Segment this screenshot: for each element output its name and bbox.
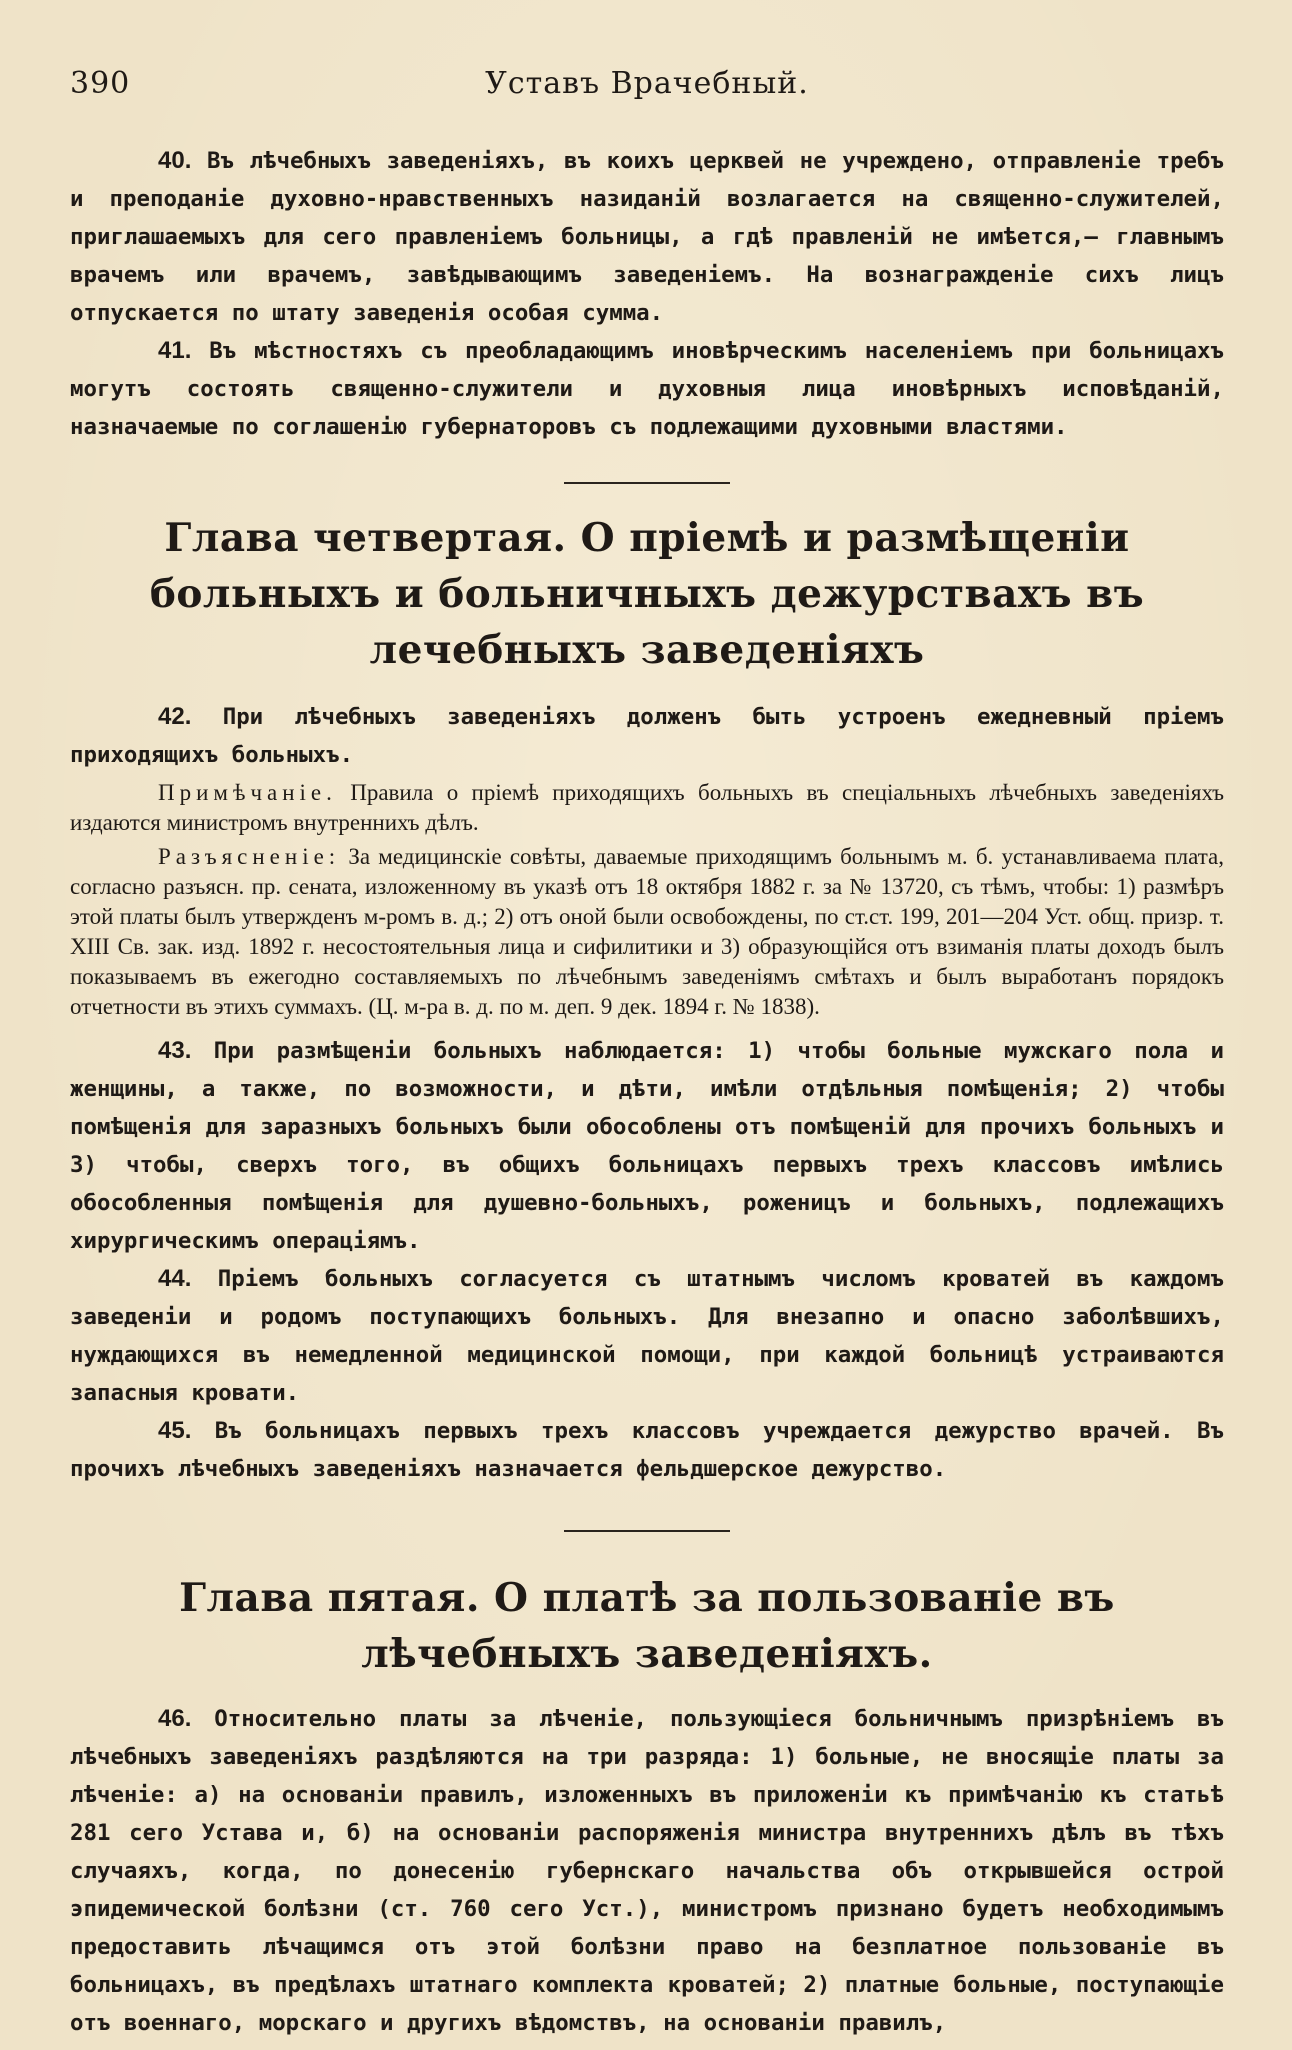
article-text: Въ лѣчебныхъ заведеніяхъ, въ коихъ церквей не учреждено, отправленіе требъ и преподаніе духовно-нравственныхъ назиданій возлагается на священно-служителей, приглашаемыхъ для сего правленіемъ больницы, а гдѣ правленій не имѣется,— главнымъ врачемъ или врачемъ, завѣдывающимъ заведеніемъ. На вознагражденіе сихъ лицъ отпускается по штату заведенія особая сумма. bbox=[70, 148, 1224, 326]
article-41 bbox=[70, 332, 1224, 446]
article-45 bbox=[70, 1412, 1224, 1488]
chapter-4-heading: Глава четвертая. О пріемѣ и размѣщеніи больныхъ и больничныхъ дежурствахъ въ лечебныхъ заведеніяхъ bbox=[149, 515, 1145, 673]
article-44 bbox=[70, 1260, 1224, 1412]
article-number: 42. bbox=[158, 703, 192, 730]
article-43 bbox=[70, 1032, 1224, 1260]
note-text: Правила о пріемѣ приходящихъ больныхъ въ спеціальныхъ лѣчебныхъ заведеніяхъ издаются министромъ внутреннихъ дѣлъ. bbox=[70, 780, 1224, 835]
explanation-label: Разъясненіе: bbox=[158, 844, 341, 869]
chapter-5-heading: Глава пятая. О платѣ за пользованіе въ лѣчебныхъ заведеніяхъ. bbox=[179, 1575, 1115, 1677]
running-head bbox=[70, 52, 1224, 112]
article-40 bbox=[70, 142, 1224, 332]
article-text: Въ больницахъ первыхъ трехъ классовъ учреждается дежурство врачей. Въ прочихъ лѣчебныхъ заведеніяхъ назначается фельдшерское дежурство. bbox=[70, 1418, 1224, 1482]
article-number: 45. bbox=[158, 1417, 192, 1444]
running-title: Уставъ Врачебный. bbox=[485, 66, 809, 101]
article-number: 41. bbox=[158, 337, 192, 364]
article-number: 44. bbox=[158, 1265, 192, 1292]
article-text: При размѣщеніи больныхъ наблюдается: 1) чтобы больные мужскаго пола и женщины, а также, по возможности, и дѣти, имѣли отдѣльныя помѣщенія; 2) чтобы помѣщенія для заразныхъ больныхъ были обособлены отъ помѣщеній для прочихъ больныхъ и 3) чтобы, сверхъ того, въ общихъ больницахъ первыхъ трехъ классовъ имѣлись обособленныя помѣщенія для душевно-больныхъ, роженицъ и больныхъ, подлежащихъ хирургическимъ операціямъ. bbox=[70, 1038, 1224, 1254]
article-number: 43. bbox=[158, 1037, 192, 1064]
article-text: Относительно платы за лѣченіе, пользующіеся больничнымъ призрѣніемъ въ лѣчебныхъ заведеніяхъ раздѣляются на три разряда: 1) больные, не вносящіе платы за лѣченіе: а) на основаніи правилъ, изложенныхъ въ приложеніи къ примѣчанію къ статьѣ 281 сего Устава и, б) на основаніи распоряженія министра внутреннихъ дѣлъ въ тѣхъ случаяхъ, когда, по донесенію губернскаго начальства объ открывшейся острой эпидемической болѣзни (ст. 760 сего Уст.), министромъ признано будетъ необходимымъ предоставить лѣчащимся отъ этой болѣзни право на безплатное пользованіе въ больницахъ, въ предѣлахъ штатнаго комплекта кроватей; 2) платные больные, поступающіе отъ военнаго, морскаго и другихъ вѣдомствъ, на основаніи правилъ, bbox=[70, 1706, 1224, 2036]
article-text: При лѣчебныхъ заведеніяхъ долженъ быть устроенъ ежедневный пріемъ приходящихъ больныхъ. bbox=[70, 704, 1224, 768]
article-text: Пріемъ больныхъ согласуется съ штатнымъ числомъ кроватей въ каждомъ заведеніи и родомъ поступающихъ больныхъ. Для внезапно и опасно заболѣвшихъ, нуждающихся въ немедленной медицинской помощи, при каждой больницѣ устраиваются запасныя кровати. bbox=[70, 1266, 1224, 1406]
article-number: 46. bbox=[158, 1705, 192, 1732]
article-number: 40. bbox=[158, 147, 192, 174]
section-divider bbox=[564, 1530, 730, 1532]
article-46 bbox=[70, 1700, 1224, 2042]
page-number: 390 bbox=[70, 66, 131, 101]
article-text: Въ мѣстностяхъ съ преобладающимъ иновѣрческимъ населеніемъ при больницахъ могутъ состоять священно-служители и духовныя лица иновѣрныхъ исповѣданій, назначаемые по соглашенію губернаторовъ съ подлежащими духовными властями. bbox=[70, 338, 1225, 440]
explanation-42 bbox=[70, 842, 1224, 1022]
note-42 bbox=[70, 778, 1224, 838]
note-label: Примѣчаніе. bbox=[158, 780, 337, 805]
section-divider bbox=[564, 482, 730, 484]
explanation-text: За медицинскіе совѣты, даваемые приходящимъ больнымъ м. б. устанавливаема плата, согласно разъясн. пр. сената, изложенному въ указѣ отъ 18 октября 1882 г. за № 13720, съ тѣмъ, чтобы: 1) размѣръ этой платы былъ утвержденъ м-ромъ в. д.; 2) отъ оной были освобождены, по ст.ст. 199, 201—204 Уст. общ. призр. т. XIII Св. зак. изд. 1892 г. несостоятельныя лица и сифилитики и 3) образующійся отъ взиманія платы доходъ былъ показываемъ въ ежегодно составляемыхъ по лѣчебнымъ заведеніямъ смѣтахъ и былъ выработанъ порядокъ отчетности въ этихъ суммахъ. (Ц. м-ра в. д. по м. деп. 9 дек. 1894 г. № 1838). bbox=[70, 844, 1225, 1019]
article-42 bbox=[70, 698, 1224, 774]
